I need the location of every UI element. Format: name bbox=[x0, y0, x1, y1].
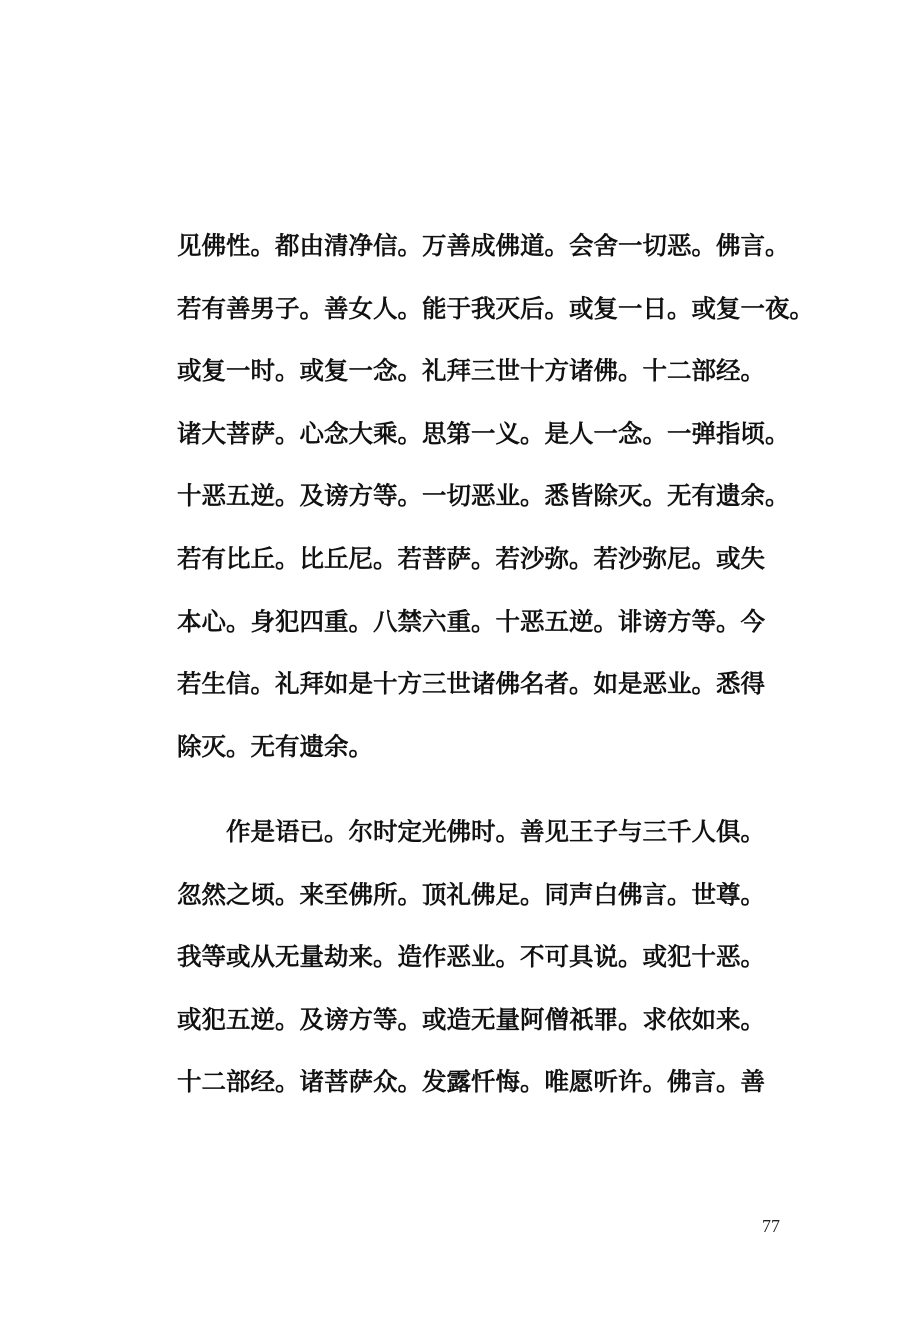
text-line: 忽然之顷。来至佛所。顶礼佛足。同声白佛言。世尊。 bbox=[177, 879, 765, 909]
text-line: 十恶五逆。及谤方等。一切恶业。悉皆除灭。无有遗余。 bbox=[177, 481, 790, 511]
text-line: 见佛性。都由清净信。万善成佛道。会舍一切恶。佛言。 bbox=[177, 231, 790, 260]
page-number: 77 bbox=[762, 1216, 780, 1236]
paragraph-2 bbox=[177, 810, 787, 1123]
text-line: 除灭。无有遗余。 bbox=[177, 731, 373, 761]
text-line: 或复一时。或复一念。礼拜三世十方诸佛。十二部经。 bbox=[177, 356, 765, 386]
paragraph-1 bbox=[177, 224, 814, 787]
text-line: 若生信。礼拜如是十方三世诸佛名者。如是恶业。悉得 bbox=[177, 669, 765, 699]
text-line: 十二部经。诸菩萨众。发露忏悔。唯愿听许。佛言。善 bbox=[177, 1067, 765, 1097]
text-line: 诸大菩萨。心念大乘。思第一义。是人一念。一弹指顷。 bbox=[177, 418, 790, 448]
text-line: 若有善男子。善女人。能于我灭后。或复一日。或复一夜。 bbox=[177, 293, 814, 323]
text-line: 或犯五逆。及谤方等。或造无量阿僧祇罪。求依如来。 bbox=[177, 1004, 765, 1034]
text-line-indented: 作是语已。尔时定光佛时。善见王子与三千人俱。 bbox=[226, 817, 765, 846]
text-line: 若有比丘。比丘尼。若菩萨。若沙弥。若沙弥尼。或失 bbox=[177, 543, 765, 573]
text-line: 我等或从无量劫来。造作恶业。不可具说。或犯十恶。 bbox=[177, 942, 765, 972]
text-line: 本心。身犯四重。八禁六重。十恶五逆。诽谤方等。今 bbox=[177, 606, 765, 636]
